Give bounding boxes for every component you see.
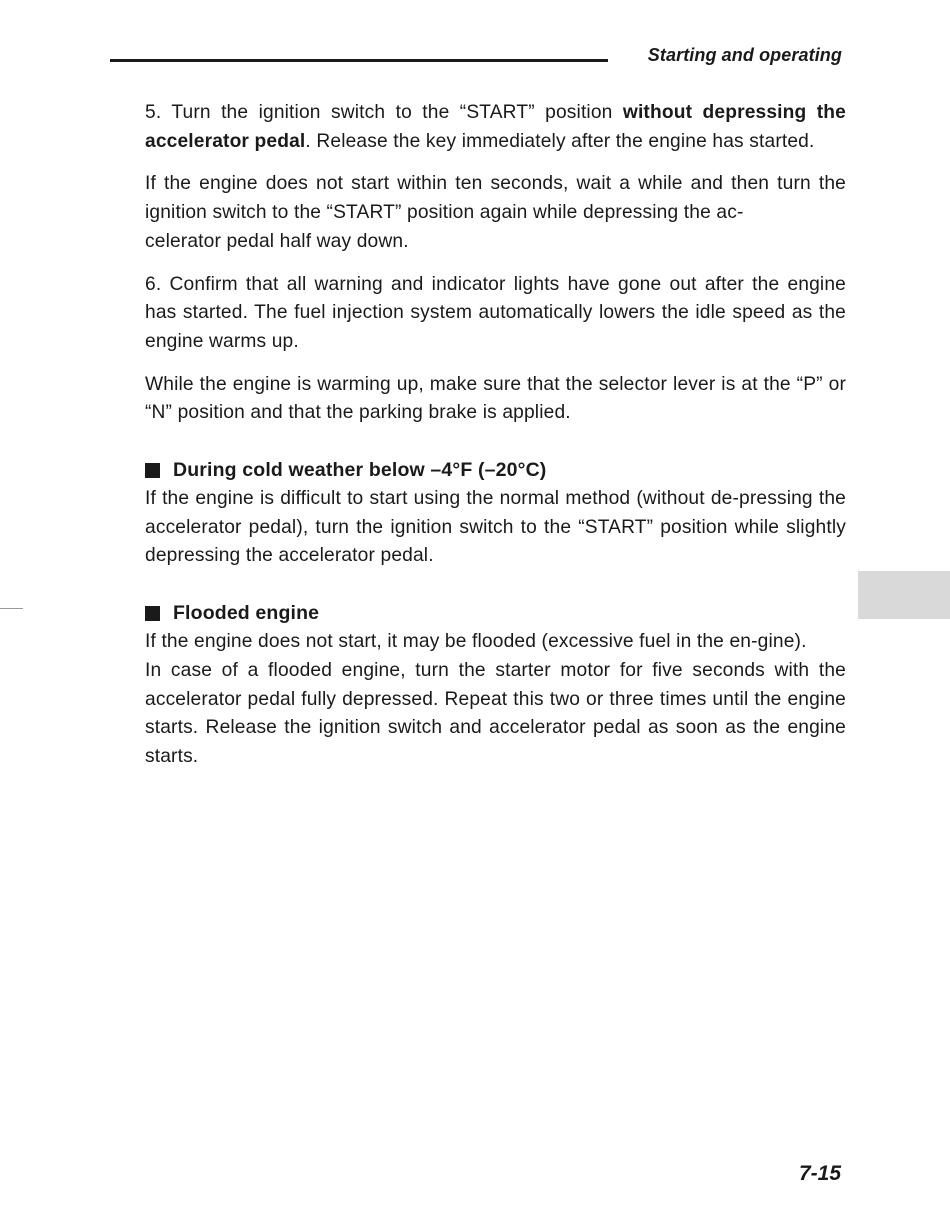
warmup-note: While the engine is warming up, make sure that the selector lever is at the “P” or “N” position and that the parking brake is applied. xyxy=(145,373,846,424)
cold-weather-body: If the engine is difficult to start using the normal method (without de-pressing the accelerator pedal), turn the ignition switch to the “START” position while slightly depressing the accelerator pedal. xyxy=(145,488,846,567)
header-rule xyxy=(110,59,608,62)
flooded-engine-body-2: In case of a flooded engine, turn the starter motor for five seconds with the accelerator pedal fully depressed. Repeat this two or three times until the engine starts. Release the ignition switch and accelerator pedal as soon as the engine starts. xyxy=(145,659,846,767)
square-bullet-icon xyxy=(145,606,160,621)
margin-tick xyxy=(0,608,23,609)
cold-weather-heading-text: During cold weather below –4°F (–20°C) xyxy=(173,459,547,482)
flooded-engine-heading-text: Flooded engine xyxy=(173,602,320,625)
page-number: 7-15 xyxy=(798,1162,841,1185)
step-5-note: If the engine does not start within ten seconds, wait a while and then turn the ignition switch to the “START” position again while depressing the ac- celerator pedal half way down. xyxy=(145,173,846,252)
step-5-intro: 5. Turn the ignition switch to the “START” position xyxy=(145,102,623,123)
page-content xyxy=(145,99,846,772)
step-5-paragraph xyxy=(145,99,846,156)
chapter-thumb-tab xyxy=(858,571,950,619)
cold-weather-heading xyxy=(145,456,846,485)
flooded-engine-heading xyxy=(145,599,846,628)
step-5-emphasis: without depressing the accelerator pedal xyxy=(145,102,846,152)
flooded-engine-body-1: If the engine does not start, it may be flooded (excessive fuel in the en-gine). xyxy=(145,631,807,653)
section-title: Starting and operating xyxy=(647,45,842,65)
step-5-rest: . Release the key immediately after the engine has started. xyxy=(305,130,815,152)
step-6-paragraph: 6. Confirm that all warning and indicator lights have gone out after the engine has started. The fuel injection system automatically lowers the idle speed as the engine warms up. xyxy=(145,273,846,352)
square-bullet-icon xyxy=(145,463,160,478)
